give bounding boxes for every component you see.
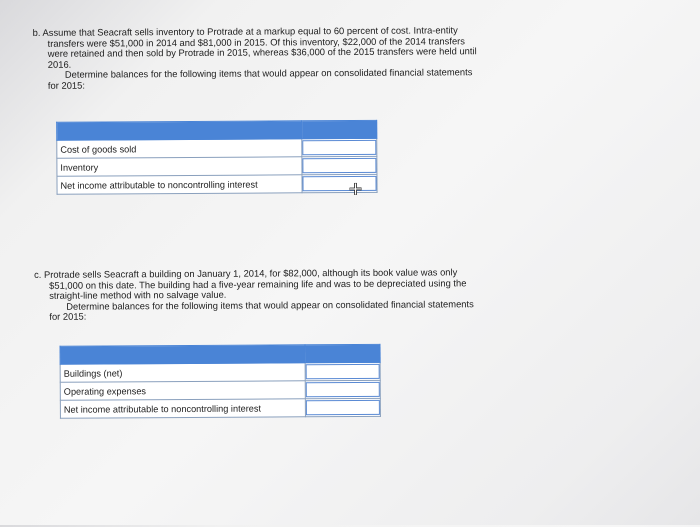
part-c-instruction-line: for 2015: <box>49 310 87 323</box>
part-b-text-line: were retained and then sold by Protrade in 2015, whereas $36,000 of the 2015 transfers were held until <box>47 45 477 60</box>
part-b-label: b. <box>32 26 41 38</box>
table-row <box>57 174 377 194</box>
part-b-instruction-line: Determine balances for the following items that would appear on consolidated financial statements <box>64 66 473 81</box>
cost-of-goods-sold-input[interactable] <box>302 140 376 155</box>
table-row <box>57 156 377 176</box>
row-label-nci-income: Net income attributable to noncontrolling interest <box>57 175 302 194</box>
part-b-text-line: transfers were $51,000 in 2014 and $81,000 in 2015. Of this inventory, $22,000 of the 2014 transfers <box>47 34 465 49</box>
part-c-question <box>34 267 534 323</box>
row-label-operating-expenses: Operating expenses <box>60 381 305 400</box>
table-row <box>57 138 377 158</box>
row-label-cost-of-goods-sold: Cost of goods sold <box>57 139 302 158</box>
nci-income-input-c[interactable] <box>306 400 380 415</box>
table-row <box>60 398 380 418</box>
table-header-cell <box>60 345 305 364</box>
part-c-text-line: Protrade sells Seacraft a building on January 1, 2014, for $82,000, although its book value was only <box>43 266 458 280</box>
part-b-text-line: Assume that Seacraft sells inventory to Protrade at a markup equal to 60 percent of cost. Intra-entity <box>42 24 458 38</box>
part-b-text-line: 2016. <box>47 58 72 70</box>
table-header-cell <box>305 344 380 362</box>
nci-income-input-b[interactable] <box>302 176 376 191</box>
table-header-cell <box>302 120 377 138</box>
operating-expenses-input[interactable] <box>306 382 380 397</box>
row-label-buildings-net: Buildings (net) <box>60 363 305 382</box>
table-header-row <box>60 344 380 364</box>
part-c-instruction-line: Determine balances for the following items that would appear on consolidated financial statements <box>66 298 474 312</box>
part-c-text-line: $51,000 on this date. The building had a five-year remaining life and was to be depreciated using the <box>49 276 467 291</box>
part-c-text-line: straight-line method with no salvage value. <box>49 288 227 302</box>
table-header-cell <box>57 121 302 140</box>
buildings-net-input[interactable] <box>306 364 380 379</box>
table-row <box>60 380 380 400</box>
part-b-instruction-line: for 2015: <box>47 79 85 91</box>
inventory-input[interactable] <box>302 158 376 173</box>
row-label-nci-income: Net income attributable to noncontrolling interest <box>60 399 305 418</box>
table-row <box>60 362 380 382</box>
table-header-row <box>57 120 377 140</box>
row-label-inventory: Inventory <box>57 157 302 176</box>
part-c-label: c. <box>34 268 42 280</box>
mouse-cursor-icon <box>350 183 362 195</box>
part-b-question <box>33 25 533 92</box>
part-c-table <box>60 344 381 419</box>
part-b-table <box>56 120 377 195</box>
